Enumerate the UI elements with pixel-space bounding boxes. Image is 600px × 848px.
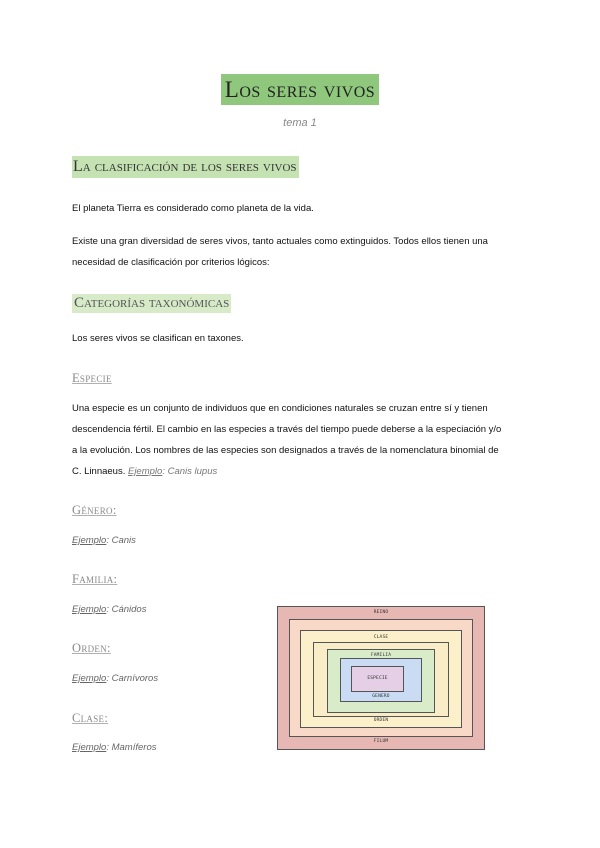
clase-example bbox=[72, 742, 156, 753]
especie-example-label: Ejemplo bbox=[127, 466, 163, 477]
subsection-title: Categorías taxonómicas bbox=[74, 295, 230, 311]
taxonomy-diagram bbox=[277, 606, 485, 750]
genero-example-label: Ejemplo bbox=[72, 535, 107, 546]
clase-label: CLASE bbox=[373, 635, 389, 640]
orden-heading: Orden: bbox=[72, 641, 111, 655]
especie-example bbox=[128, 466, 217, 477]
intro-paragraph-1: El planeta Tierra es considerado como planeta de la vida. bbox=[72, 203, 314, 214]
familia-example-value: : Cánidos bbox=[106, 604, 147, 615]
especie-line-2: descendencia fértil. El cambio en las especies a través del tiempo puede deberse a la especiación y/o bbox=[72, 424, 502, 435]
familia-label: FAMILIA bbox=[370, 653, 392, 658]
clase-example-label: Ejemplo bbox=[72, 742, 107, 753]
page-title: Los seres vivos bbox=[221, 74, 379, 105]
especie-paragraph bbox=[72, 398, 542, 482]
reino-label: REINO bbox=[373, 610, 389, 615]
orden-example-value: : Carnívoros bbox=[106, 673, 159, 684]
clase-example-value: : Mamíferos bbox=[106, 742, 157, 753]
genero-heading: Género: bbox=[72, 503, 117, 517]
intro-paragraph-2 bbox=[72, 231, 532, 273]
especie-line-3: a la evolución. Los nombres de las especies son designados a través de la nomenclatura binomial de bbox=[72, 445, 499, 456]
orden-label: ORDEN bbox=[373, 718, 389, 723]
genero-example-value: : Canis bbox=[106, 535, 136, 546]
especie-label: ESPECIE bbox=[367, 676, 388, 681]
familia-heading: Familia: bbox=[72, 572, 118, 586]
familia-example-label: Ejemplo bbox=[72, 604, 107, 615]
especie-heading: Especie bbox=[72, 371, 112, 385]
especie-box bbox=[351, 666, 404, 692]
orden-example bbox=[72, 673, 158, 684]
taxon-paragraph: Los seres vivos se clasifican en taxones. bbox=[72, 333, 244, 344]
title-wrapper bbox=[0, 74, 600, 105]
intro-paragraph-2-line-1: Existe una gran diversidad de seres vivos, tanto actuales como extinguidos. Todos ellos tienen una bbox=[72, 236, 488, 247]
genero-example bbox=[72, 535, 136, 546]
intro-paragraph-2-line-2: necesidad de clasificación por criterios lógicos: bbox=[72, 257, 270, 268]
page-subtitle: tema 1 bbox=[283, 117, 317, 129]
filum-label: FILUM bbox=[373, 739, 389, 744]
genero-label: GENERO bbox=[372, 694, 390, 699]
orden-example-label: Ejemplo bbox=[72, 673, 107, 684]
familia-example bbox=[72, 604, 146, 615]
section-title: La clasificación de los seres vivos bbox=[72, 156, 299, 178]
especie-line-4-text: C. Linnaeus. bbox=[72, 466, 126, 477]
especie-line-4 bbox=[72, 461, 542, 482]
especie-example-value: : Canis lupus bbox=[162, 466, 218, 477]
clase-heading: Clase: bbox=[72, 711, 109, 725]
especie-line-1: Una especie es un conjunto de individuos que en condiciones naturales se cruzan entre sí y tienen bbox=[72, 403, 488, 414]
